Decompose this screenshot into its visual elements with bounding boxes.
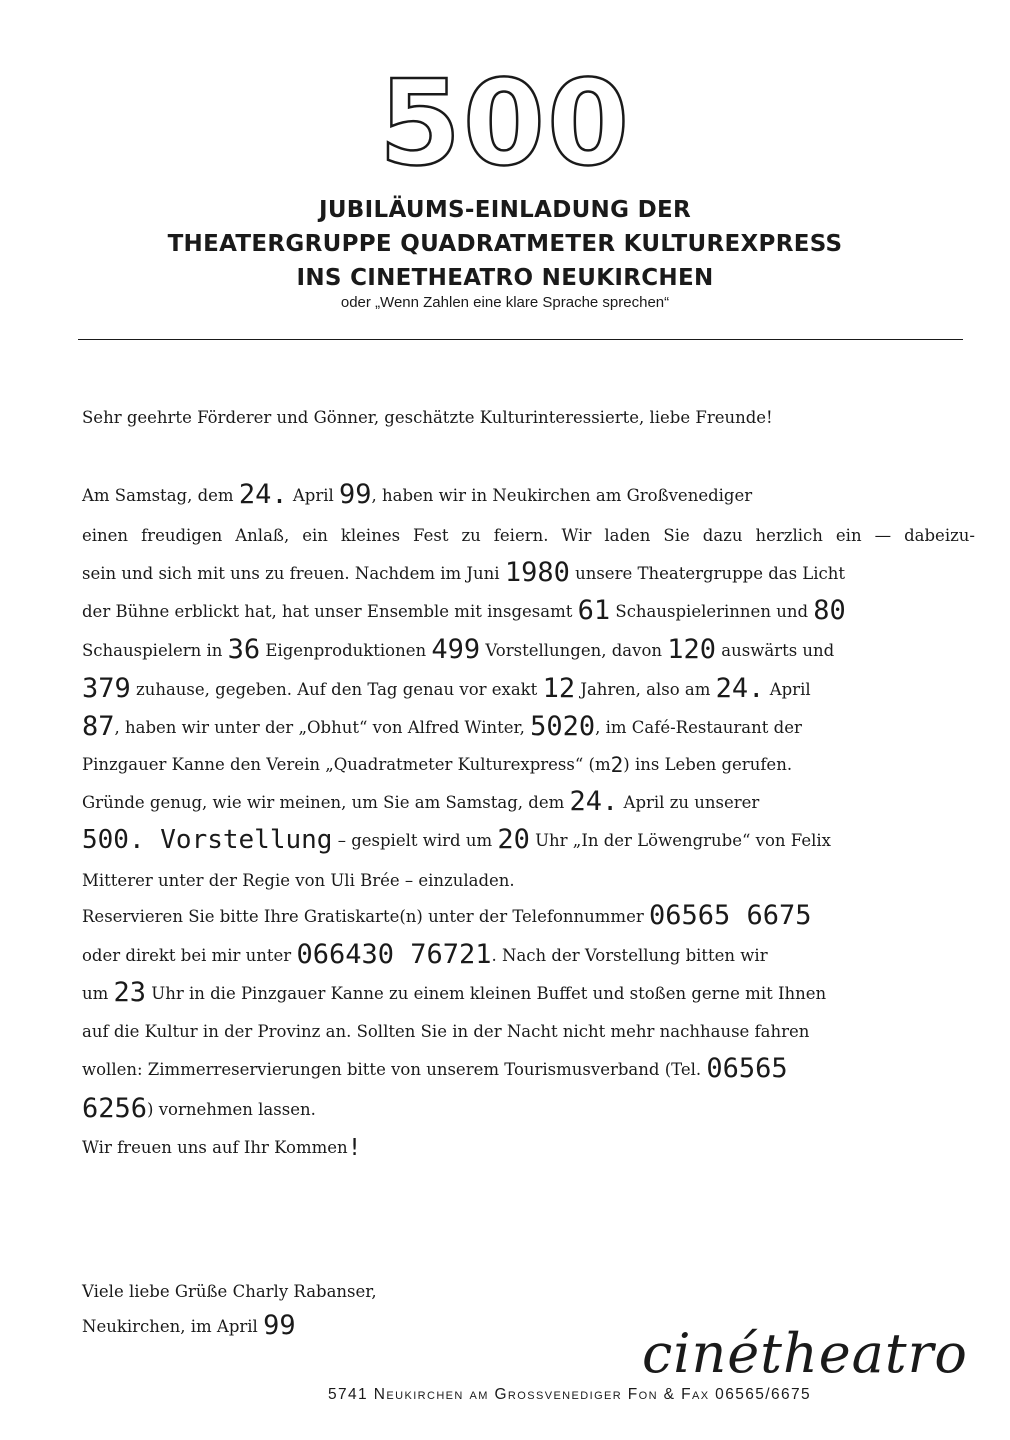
body-line-17: 6256) vornehmen lassen. [82,1093,316,1124]
footer-address: 5741 Neukirchen am Grossvenediger Fon & Fax 06565/6675 [328,1386,812,1403]
body-line-11: Mitterer unter der Regie von Uli Brée – einzuladen. [82,871,515,890]
body-line-10: 500. Vorstellung – gespielt wird um 20 Uhr „In der Löwengrube“ von Felix [82,824,831,855]
greeting: Sehr geehrte Förderer und Gönner, geschätzte Kulturinteressierte, liebe Freunde! [82,408,773,427]
closing-place-date: Neukirchen, im April 99 [82,1310,296,1341]
body-line-3: sein und sich mit uns zu freuen. Nachdem im Juni 1980 unsere Theatergruppe das Licht [82,557,846,588]
body-line-16: wollen: Zimmerreservierungen bitte von unserem Tourismusverband (Tel. 06565 [82,1053,788,1084]
body-line-8: Pinzgauer Kanne den Verein „Quadratmeter Kulturexpress“ (m2) ins Leben gerufen. [82,753,793,777]
mobile-number: 066430 76721 [296,939,492,970]
performance-highlight: 500. Vorstellung [82,825,333,855]
header-divider [78,339,963,340]
body-line-12: Reservieren Sie bitte Ihre Gratiskarte(n) unter der Telefonnummer 06565 6675 [82,900,812,931]
cinetheatro-logo: cinétheatro [642,1322,968,1385]
body-line-1: Am Samstag, dem 24. April 99, haben wir in Neukirchen am Großvenediger [82,479,753,510]
title-line-2: THEATERGRUPPE QUADRATMETER KULTUREXPRESS [167,231,843,257]
closing-regards: Viele liebe Grüße Charly Rabanser, [82,1282,377,1301]
anniversary-number: 500 [378,54,632,192]
body-line-18: Wir freuen uns auf Ihr Kommen! [82,1135,362,1161]
title-line-1: JUBILÄUMS-EINLADUNG DER [318,197,692,223]
subtitle: oder „Wenn Zahlen eine klare Sprache sprechen“ [340,294,670,311]
body-line-5: Schauspielern in 36 Eigenproduktionen 499 Vorstellungen, davon 120 auswärts und [82,634,835,665]
body-line-9: Gründe genug, wie wir meinen, um Sie am Samstag, dem 24. April zu unserer [82,786,760,817]
body-line-14: um 23 Uhr in die Pinzgauer Kanne zu einem kleinen Buffet und stoßen gerne mit Ihnen [82,977,827,1008]
body-line-2: einen freudigen Anlaß, ein kleines Fest zu feiern. Wir laden Sie dazu herzlich ein — dabeizu- [82,526,975,545]
body-line-7: 87, haben wir unter der „Obhut“ von Alfred Winter, 5020, im Café-Restaurant der [82,711,802,742]
body-line-6: 379 zuhause, gegeben. Auf den Tag genau vor exakt 12 Jahren, also am 24. April [82,673,811,704]
body-line-4: der Bühne erblickt hat, hat unser Ensemble mit insgesamt 61 Schauspielerinnen und 80 [82,595,846,626]
body-line-15: auf die Kultur in der Provinz an. Sollten Sie in der Nacht nicht mehr nachhause fahren [82,1022,810,1041]
phone-number: 06565 6675 [648,900,812,931]
body-line-13: oder direkt bei mir unter 066430 76721. Nach der Vorstellung bitten wir [82,939,768,970]
title-line-3: INS CINETHEATRO NEUKIRCHEN [296,265,714,291]
